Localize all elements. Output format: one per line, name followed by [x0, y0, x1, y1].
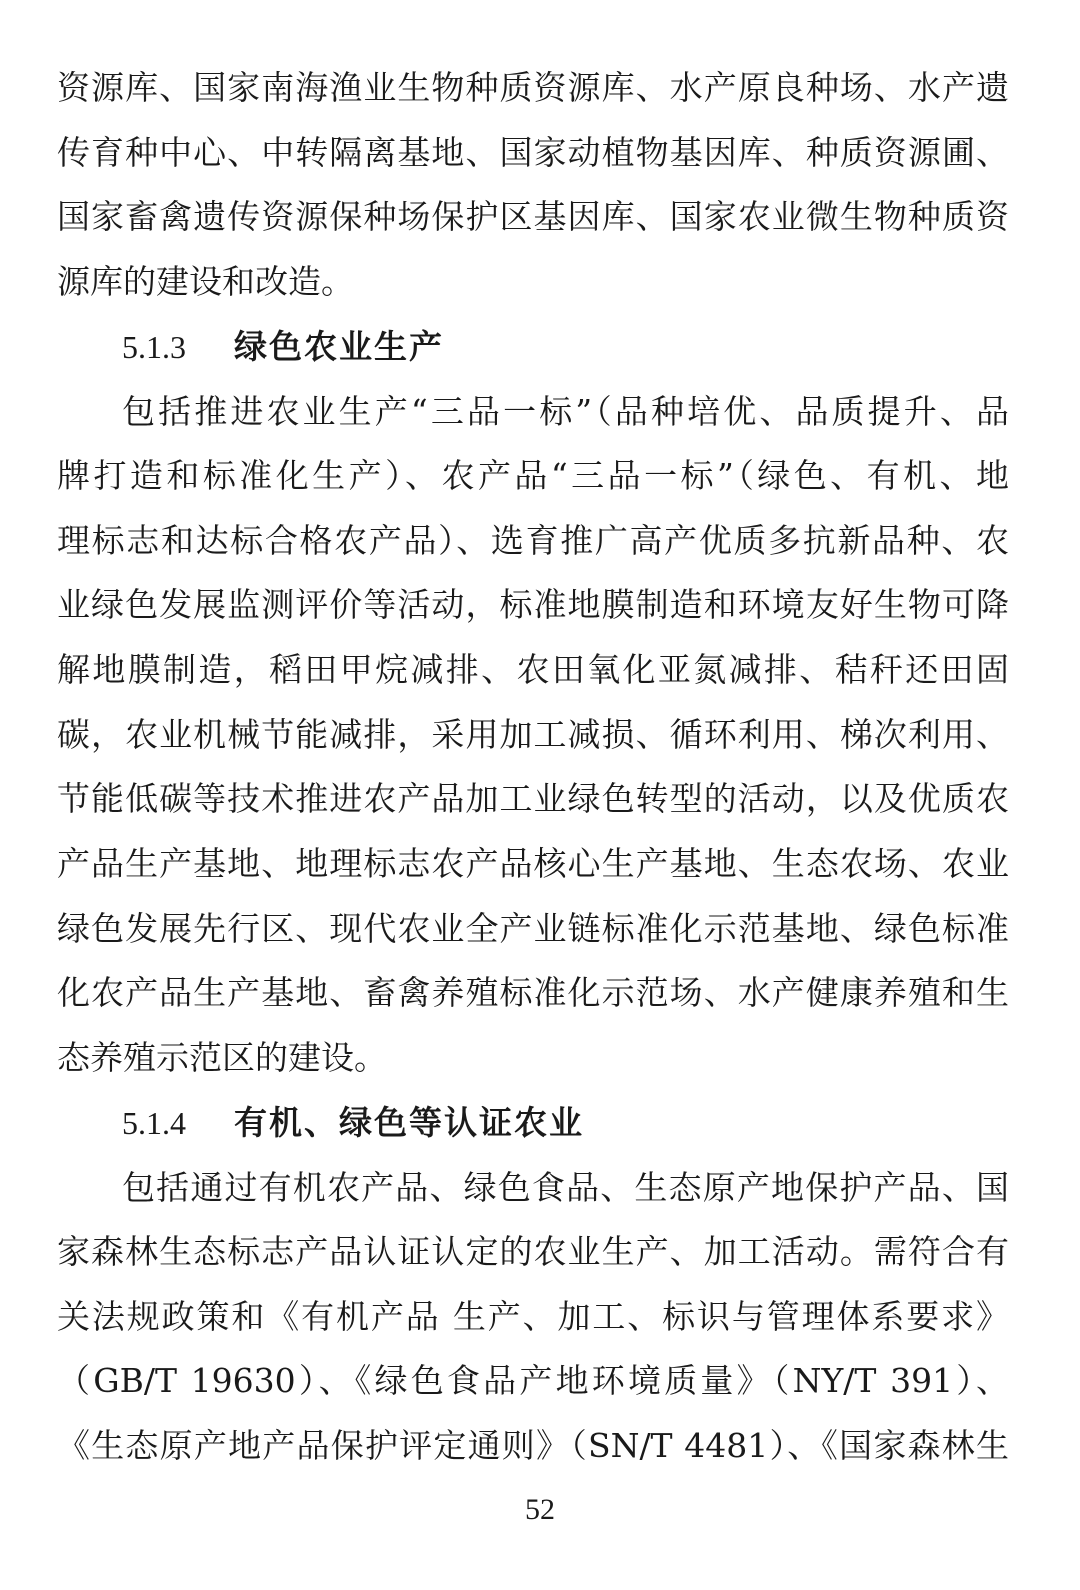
section-title: 有机、绿色等认证农业 — [234, 1103, 584, 1142]
text-line: 国家畜禽遗传资源保种场保护区基因库、国家农业微生物种质资 — [57, 197, 1009, 236]
text-line: 传育种中心、中转隔离基地、国家动植物基因库、种质资源圃、 — [57, 133, 1009, 172]
section-heading-5-1-3 — [122, 327, 444, 367]
text-line: 关法规政策和《有机产品 生产、加工、标识与管理体系要求》 — [57, 1297, 1009, 1336]
text-line: 资源库、国家南海渔业生物种质资源库、水产原良种场、水产遗 — [57, 68, 1009, 107]
text-line: 包括推进农业生产“三品一标”（品种培优、品质提升、品 — [122, 392, 1009, 431]
text-line: 碳，农业机械节能减排，采用加工减损、循环利用、梯次利用、 — [57, 715, 1009, 754]
text-line: 解地膜制造，稻田甲烷减排、农田氧化亚氮减排、秸秆还田固 — [57, 650, 1009, 689]
text-line: 化农产品生产基地、畜禽养殖标准化示范场、水产健康养殖和生 — [57, 973, 1009, 1012]
text-line: 理标志和达标合格农产品）、选育推广高产优质多抗新品种、农 — [57, 521, 1009, 560]
text-line: （GB/T 19630）、《绿色食品产地环境质量》（NY/T 391）、 — [57, 1361, 1009, 1400]
section-number: 5.1.4 — [122, 1105, 186, 1141]
text-line: 节能低碳等技术推进农产品加工业绿色转型的活动，以及优质农 — [57, 779, 1009, 818]
text-line: 态养殖示范区的建设。 — [57, 1038, 387, 1077]
text-line: 源库的建设和改造。 — [57, 262, 354, 301]
text-line: 业绿色发展监测评价等活动，标准地膜制造和环境友好生物可降 — [57, 585, 1009, 624]
section-heading-5-1-4 — [122, 1103, 584, 1143]
text-line: 《生态原产地产品保护评定通则》（SN/T 4481）、《国家森林生 — [57, 1426, 1009, 1465]
page-number: 52 — [525, 1493, 555, 1526]
text-line: 包括通过有机农产品、绿色食品、生态原产地保护产品、国 — [122, 1168, 1009, 1207]
section-title: 绿色农业生产 — [234, 327, 444, 366]
text-line: 牌打造和标准化生产）、农产品“三品一标”（绿色、有机、地 — [57, 456, 1009, 495]
section-number: 5.1.3 — [122, 329, 186, 365]
text-line: 产品生产基地、地理标志农产品核心生产基地、生态农场、农业 — [57, 844, 1009, 883]
text-line: 绿色发展先行区、现代农业全产业链标准化示范基地、绿色标准 — [57, 909, 1009, 948]
text-line: 家森林生态标志产品认证认定的农业生产、加工活动。需符合有 — [57, 1232, 1009, 1271]
